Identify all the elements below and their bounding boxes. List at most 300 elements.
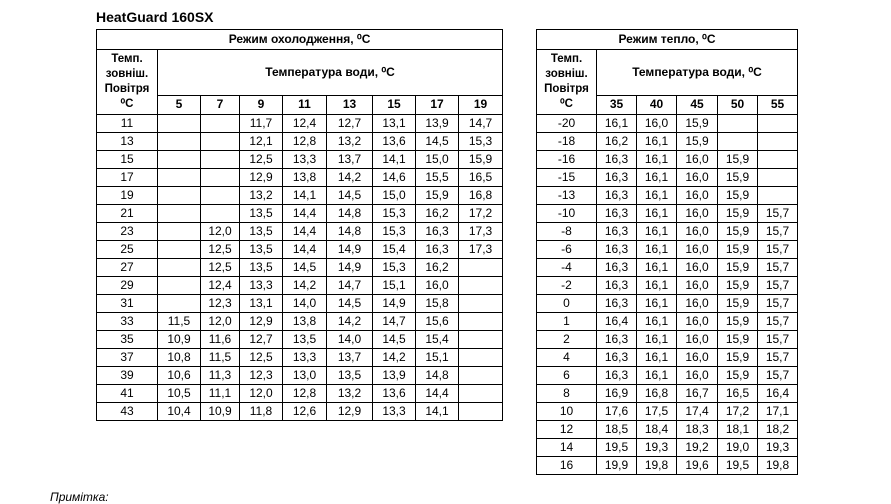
water-temp-column-header: 7 (201, 95, 240, 114)
table-row (97, 187, 503, 205)
value-cell: 16,1 (637, 205, 677, 223)
value-cell: 18,3 (677, 421, 718, 439)
table-row (537, 223, 798, 241)
value-cell (201, 187, 240, 205)
table-row (97, 349, 503, 367)
value-cell: 16,0 (677, 367, 718, 385)
value-cell: 16,0 (677, 187, 718, 205)
value-cell: 12,1 (240, 133, 283, 151)
value-cell: 16,0 (677, 331, 718, 349)
water-temp-column-header: 19 (459, 95, 503, 114)
value-cell: 12,4 (201, 277, 240, 295)
value-cell: 16,0 (677, 241, 718, 259)
value-cell: 16,1 (637, 241, 677, 259)
value-cell: 12,5 (240, 151, 283, 169)
cooling-water-temp-header: Температура води, ⁰C (158, 50, 503, 96)
value-cell: 15,3 (373, 259, 416, 277)
outdoor-temp-cell: 41 (97, 385, 158, 403)
cooling-mode-table (96, 29, 503, 421)
value-cell: 17,2 (718, 403, 758, 421)
outdoor-temp-cell: 19 (97, 187, 158, 205)
value-cell: 16,3 (597, 205, 637, 223)
outdoor-temp-cell: 21 (97, 205, 158, 223)
table-row (97, 259, 503, 277)
value-cell: 13,9 (373, 367, 416, 385)
value-cell (459, 349, 503, 367)
value-cell: 11,3 (201, 367, 240, 385)
value-cell: 17,1 (758, 403, 798, 421)
value-cell (758, 187, 798, 205)
outdoor-temp-cell: 8 (537, 385, 597, 403)
value-cell: 15,9 (718, 151, 758, 169)
value-cell: 14,5 (327, 187, 373, 205)
value-cell: 16,3 (597, 349, 637, 367)
value-cell: 16,1 (637, 367, 677, 385)
value-cell: 16,2 (416, 205, 459, 223)
value-cell: 19,5 (718, 457, 758, 475)
value-cell: 16,1 (637, 349, 677, 367)
table-row (537, 151, 798, 169)
value-cell: 13,5 (283, 331, 327, 349)
value-cell: 16,0 (677, 205, 718, 223)
value-cell: 14,0 (283, 295, 327, 313)
table-row (537, 169, 798, 187)
value-cell: 13,5 (240, 241, 283, 259)
water-temp-column-header: 9 (240, 95, 283, 114)
table-row (537, 439, 798, 457)
value-cell: 16,1 (637, 295, 677, 313)
value-cell: 19,5 (597, 439, 637, 457)
outdoor-temp-cell: 35 (97, 331, 158, 349)
value-cell: 12,8 (283, 385, 327, 403)
value-cell: 17,4 (677, 403, 718, 421)
table-row (537, 259, 798, 277)
value-cell: 14,5 (373, 331, 416, 349)
value-cell: 12,7 (240, 331, 283, 349)
value-cell: 16,3 (597, 331, 637, 349)
value-cell: 16,9 (597, 385, 637, 403)
table-row (97, 277, 503, 295)
value-cell: 16,1 (637, 133, 677, 151)
value-cell: 16,0 (677, 151, 718, 169)
value-cell: 11,7 (240, 115, 283, 133)
water-temp-column-header: 50 (718, 95, 758, 114)
value-cell: 15,4 (416, 331, 459, 349)
value-cell: 16,3 (597, 259, 637, 277)
value-cell: 17,2 (459, 205, 503, 223)
value-cell: 15,9 (677, 115, 718, 133)
value-cell: 14,8 (327, 205, 373, 223)
value-cell (201, 133, 240, 151)
outdoor-temp-cell: 17 (97, 169, 158, 187)
value-cell: 16,2 (416, 259, 459, 277)
value-cell: 14,2 (373, 349, 416, 367)
table-row (537, 403, 798, 421)
value-cell (459, 313, 503, 331)
value-cell: 13,8 (283, 313, 327, 331)
value-cell: 12,5 (240, 349, 283, 367)
value-cell: 15,4 (373, 241, 416, 259)
value-cell: 15,9 (718, 277, 758, 295)
value-cell: 13,2 (240, 187, 283, 205)
table-row (537, 421, 798, 439)
value-cell: 17,3 (459, 241, 503, 259)
value-cell: 15,7 (758, 367, 798, 385)
value-cell: 16,4 (758, 385, 798, 403)
value-cell: 16,0 (677, 313, 718, 331)
value-cell: 13,0 (283, 367, 327, 385)
value-cell: 16,0 (677, 223, 718, 241)
value-cell: 15,9 (718, 241, 758, 259)
value-cell: 15,0 (373, 187, 416, 205)
value-cell: 13,5 (240, 259, 283, 277)
heating-table-body (537, 115, 798, 475)
value-cell: 16,3 (597, 367, 637, 385)
value-cell: 15,7 (758, 295, 798, 313)
outdoor-temp-cell: 23 (97, 223, 158, 241)
table-row (97, 205, 503, 223)
value-cell: 14,2 (283, 277, 327, 295)
table-row (537, 133, 798, 151)
value-cell: 12,7 (327, 115, 373, 133)
table-row (97, 115, 503, 133)
value-cell: 19,2 (677, 439, 718, 457)
value-cell: 14,5 (416, 133, 459, 151)
value-cell (158, 151, 201, 169)
value-cell: 15,9 (459, 151, 503, 169)
value-cell (459, 403, 503, 421)
table-row (537, 313, 798, 331)
value-cell (158, 259, 201, 277)
water-temp-column-header: 55 (758, 95, 798, 114)
value-cell: 11,5 (158, 313, 201, 331)
value-cell: 18,5 (597, 421, 637, 439)
value-cell: 15,1 (416, 349, 459, 367)
value-cell: 10,9 (201, 403, 240, 421)
value-cell (158, 115, 201, 133)
value-cell (158, 169, 201, 187)
value-cell: 14,7 (459, 115, 503, 133)
value-cell: 14,0 (327, 331, 373, 349)
outdoor-temp-cell: 25 (97, 241, 158, 259)
outdoor-temp-cell: -10 (537, 205, 597, 223)
value-cell: 13,5 (240, 223, 283, 241)
table-row (537, 331, 798, 349)
value-cell: 12,5 (201, 259, 240, 277)
water-temp-column-header: 35 (597, 95, 637, 114)
value-cell: 16,2 (597, 133, 637, 151)
value-cell: 10,5 (158, 385, 201, 403)
value-cell: 13,3 (283, 151, 327, 169)
value-cell (758, 151, 798, 169)
outdoor-temp-cell: 43 (97, 403, 158, 421)
value-cell: 15,6 (416, 313, 459, 331)
value-cell: 14,1 (416, 403, 459, 421)
value-cell: 19,9 (597, 457, 637, 475)
outdoor-temp-cell: 11 (97, 115, 158, 133)
value-cell: 12,0 (240, 385, 283, 403)
table-row (97, 151, 503, 169)
outdoor-temp-cell: -16 (537, 151, 597, 169)
value-cell: 12,3 (201, 295, 240, 313)
table-row (537, 367, 798, 385)
value-cell: 16,3 (416, 241, 459, 259)
value-cell: 13,7 (327, 151, 373, 169)
value-cell (158, 277, 201, 295)
outdoor-temp-cell: 0 (537, 295, 597, 313)
value-cell: 12,3 (240, 367, 283, 385)
value-cell: 16,0 (677, 259, 718, 277)
outdoor-temp-cell: -15 (537, 169, 597, 187)
water-temp-column-header: 45 (677, 95, 718, 114)
cooling-caption: Режим охолодження, ⁰C (97, 30, 503, 50)
value-cell: 14,7 (373, 313, 416, 331)
value-cell: 14,5 (327, 295, 373, 313)
value-cell: 14,6 (373, 169, 416, 187)
outdoor-temp-cell: 31 (97, 295, 158, 313)
value-cell: 12,6 (283, 403, 327, 421)
outdoor-temp-cell: -2 (537, 277, 597, 295)
value-cell: 16,5 (459, 169, 503, 187)
value-cell: 13,1 (240, 295, 283, 313)
value-cell: 10,4 (158, 403, 201, 421)
table-row (97, 313, 503, 331)
value-cell: 16,0 (677, 169, 718, 187)
value-cell: 14,4 (283, 241, 327, 259)
value-cell: 16,0 (677, 349, 718, 367)
table-row (537, 349, 798, 367)
value-cell: 12,4 (283, 115, 327, 133)
outdoor-temp-cell: 6 (537, 367, 597, 385)
water-temp-column-header: 40 (637, 95, 677, 114)
water-temp-column-header: 5 (158, 95, 201, 114)
value-cell: 18,4 (637, 421, 677, 439)
value-cell: 16,1 (637, 187, 677, 205)
value-cell (758, 133, 798, 151)
value-cell: 15,9 (718, 349, 758, 367)
table-row (97, 169, 503, 187)
value-cell: 14,1 (283, 187, 327, 205)
cooling-water-temps-row (97, 95, 503, 114)
table-row (537, 385, 798, 403)
value-cell: 11,6 (201, 331, 240, 349)
value-cell: 13,6 (373, 385, 416, 403)
outdoor-temp-cell: 33 (97, 313, 158, 331)
value-cell: 15,5 (416, 169, 459, 187)
table-row (537, 241, 798, 259)
value-cell: 15,9 (416, 187, 459, 205)
value-cell: 12,9 (240, 169, 283, 187)
value-cell: 18,2 (758, 421, 798, 439)
value-cell: 19,0 (718, 439, 758, 457)
value-cell: 13,2 (327, 385, 373, 403)
value-cell (459, 295, 503, 313)
value-cell: 17,5 (637, 403, 677, 421)
value-cell: 14,9 (327, 241, 373, 259)
table-row (97, 133, 503, 151)
table-row (537, 277, 798, 295)
value-cell: 15,7 (758, 331, 798, 349)
value-cell (459, 259, 503, 277)
outdoor-temp-cell: 14 (537, 439, 597, 457)
value-cell: 13,3 (283, 349, 327, 367)
table-row (97, 331, 503, 349)
value-cell: 10,9 (158, 331, 201, 349)
value-cell: 15,9 (718, 205, 758, 223)
value-cell: 15,3 (459, 133, 503, 151)
value-cell: 15,9 (718, 187, 758, 205)
table-row (97, 367, 503, 385)
value-cell: 16,0 (416, 277, 459, 295)
value-cell (718, 133, 758, 151)
value-cell: 14,2 (327, 313, 373, 331)
value-cell: 16,0 (637, 115, 677, 133)
value-cell: 15,9 (718, 367, 758, 385)
value-cell (201, 151, 240, 169)
value-cell: 19,8 (758, 457, 798, 475)
value-cell: 15,9 (718, 295, 758, 313)
value-cell: 10,6 (158, 367, 201, 385)
outdoor-temp-cell: -18 (537, 133, 597, 151)
value-cell: 14,9 (327, 259, 373, 277)
table-row (537, 205, 798, 223)
value-cell: 19,3 (758, 439, 798, 457)
value-cell: 16,3 (597, 241, 637, 259)
outdoor-temp-cell: -13 (537, 187, 597, 205)
value-cell: 14,8 (416, 367, 459, 385)
value-cell: 14,9 (373, 295, 416, 313)
value-cell: 16,3 (597, 151, 637, 169)
value-cell: 15,0 (416, 151, 459, 169)
value-cell: 17,3 (459, 223, 503, 241)
outdoor-temp-cell: 13 (97, 133, 158, 151)
value-cell: 13,8 (283, 169, 327, 187)
value-cell: 16,3 (597, 223, 637, 241)
value-cell: 16,3 (597, 277, 637, 295)
value-cell (158, 295, 201, 313)
outdoor-temp-cell: 2 (537, 331, 597, 349)
outdoor-temp-cell: 16 (537, 457, 597, 475)
heating-water-temp-header: Температура води, ⁰C (597, 50, 798, 96)
table-row (97, 385, 503, 403)
outdoor-temp-cell: -4 (537, 259, 597, 277)
value-cell (718, 115, 758, 133)
value-cell: 16,3 (597, 295, 637, 313)
value-cell: 16,1 (637, 277, 677, 295)
outdoor-temp-cell: 39 (97, 367, 158, 385)
table-row (537, 187, 798, 205)
value-cell (758, 169, 798, 187)
value-cell: 14,2 (327, 169, 373, 187)
outdoor-temp-cell: -6 (537, 241, 597, 259)
value-cell: 13,1 (373, 115, 416, 133)
value-cell (758, 115, 798, 133)
value-cell: 15,3 (373, 223, 416, 241)
value-cell: 15,7 (758, 259, 798, 277)
outdoor-temp-cell: 10 (537, 403, 597, 421)
water-temp-column-header: 11 (283, 95, 327, 114)
value-cell: 19,8 (637, 457, 677, 475)
value-cell: 18,1 (718, 421, 758, 439)
value-cell (158, 133, 201, 151)
table-row (97, 241, 503, 259)
value-cell: 14,1 (373, 151, 416, 169)
table-row (97, 295, 503, 313)
table-row (537, 457, 798, 475)
value-cell: 16,8 (637, 385, 677, 403)
table-row (97, 403, 503, 421)
value-cell: 14,8 (327, 223, 373, 241)
value-cell: 16,8 (459, 187, 503, 205)
value-cell: 12,8 (283, 133, 327, 151)
document-title: HeatGuard 160SX (96, 9, 214, 25)
value-cell: 15,7 (758, 205, 798, 223)
value-cell: 14,4 (416, 385, 459, 403)
value-cell: 16,3 (416, 223, 459, 241)
value-cell: 15,7 (758, 349, 798, 367)
outdoor-temp-cell: 1 (537, 313, 597, 331)
value-cell: 15,9 (718, 331, 758, 349)
value-cell: 14,4 (283, 205, 327, 223)
value-cell: 16,1 (637, 151, 677, 169)
value-cell: 16,0 (677, 277, 718, 295)
value-cell: 16,7 (677, 385, 718, 403)
value-cell: 13,3 (373, 403, 416, 421)
value-cell: 15,3 (373, 205, 416, 223)
value-cell: 16,1 (637, 259, 677, 277)
value-cell: 15,7 (758, 313, 798, 331)
value-cell: 13,5 (240, 205, 283, 223)
value-cell: 11,5 (201, 349, 240, 367)
outdoor-temp-cell: -8 (537, 223, 597, 241)
value-cell: 14,7 (327, 277, 373, 295)
outdoor-temp-cell: 4 (537, 349, 597, 367)
value-cell: 13,6 (373, 133, 416, 151)
value-cell: 19,6 (677, 457, 718, 475)
table-row (537, 115, 798, 133)
value-cell: 13,9 (416, 115, 459, 133)
value-cell: 12,9 (240, 313, 283, 331)
heating-outdoor-temp-header: Темп. зовніш. Повітря ⁰C (537, 50, 597, 115)
value-cell: 16,0 (677, 295, 718, 313)
value-cell (459, 367, 503, 385)
value-cell: 15,8 (416, 295, 459, 313)
outdoor-temp-cell: 15 (97, 151, 158, 169)
value-cell (201, 115, 240, 133)
value-cell (459, 385, 503, 403)
value-cell: 14,4 (283, 223, 327, 241)
heating-caption: Режим тепло, ⁰C (537, 30, 798, 50)
value-cell: 12,0 (201, 223, 240, 241)
value-cell (459, 331, 503, 349)
value-cell (158, 187, 201, 205)
note-label: Примітка: (50, 490, 109, 504)
table-row (537, 295, 798, 313)
outdoor-temp-cell: 27 (97, 259, 158, 277)
value-cell: 15,7 (758, 277, 798, 295)
value-cell: 11,8 (240, 403, 283, 421)
value-cell: 16,1 (637, 331, 677, 349)
value-cell: 11,1 (201, 385, 240, 403)
outdoor-temp-cell: 29 (97, 277, 158, 295)
value-cell: 10,8 (158, 349, 201, 367)
value-cell: 16,1 (637, 223, 677, 241)
table-row (97, 223, 503, 241)
outdoor-temp-cell: 37 (97, 349, 158, 367)
value-cell: 15,9 (718, 169, 758, 187)
value-cell: 14,5 (283, 259, 327, 277)
value-cell: 15,9 (718, 223, 758, 241)
